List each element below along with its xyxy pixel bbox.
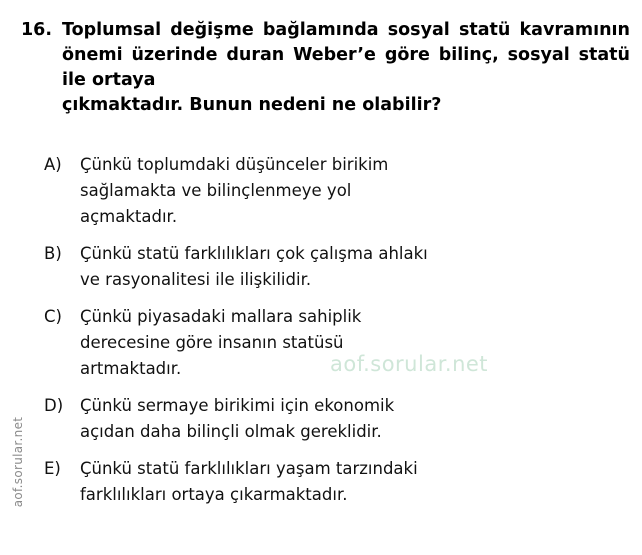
- option-d-label: D): [44, 396, 64, 415]
- option-d-text: [80, 393, 634, 445]
- option-c-text: [80, 304, 634, 382]
- question-line-2: kavramının önemi üzerinde duran Weber’e: [62, 20, 630, 65]
- option-e-label: E): [44, 459, 61, 478]
- option-a-label: A): [44, 155, 62, 174]
- option-b[interactable]: [44, 241, 634, 293]
- option-b-label: B): [44, 244, 62, 263]
- option-b-line-1: Çünkü statü farklılıkları çok çalışma ahlakı: [80, 244, 428, 263]
- option-a-line-2: sağlamakta ve bilinçlenmeye yol: [80, 181, 352, 200]
- side-watermark-text: aof.sorular.net: [11, 416, 25, 508]
- question-line-4: çıkmaktadır. Bunun nedeni ne olabilir?: [62, 95, 442, 115]
- options-list: [44, 152, 634, 519]
- option-c-line-1: Çünkü piyasadaki mallara sahiplik: [80, 307, 362, 326]
- question-line-3: göre bilinç, sosyal statü ile ortaya: [62, 45, 630, 90]
- option-d-line-1: Çünkü sermaye birikimi için ekonomik: [80, 396, 395, 415]
- option-a-text: [80, 152, 634, 230]
- question-text: [62, 18, 630, 118]
- question-block: [20, 18, 630, 118]
- option-c[interactable]: [44, 304, 634, 382]
- option-b-line-2: ve rasyonalitesi ile ilişkilidir.: [80, 270, 312, 289]
- center-watermark: aof.sorular.net: [330, 352, 489, 376]
- question-row: [20, 18, 630, 118]
- question-line-1: Toplumsal değişme bağlamında sosyal statü: [62, 20, 511, 40]
- option-c-line-2: derecesine göre insanın statüsü: [80, 333, 344, 352]
- option-d-line-2: açıdan daha bilinçli olmak gereklidir.: [80, 422, 382, 441]
- option-a-line-3: açmaktadır.: [80, 207, 178, 226]
- option-e[interactable]: [44, 456, 634, 508]
- option-d[interactable]: [44, 393, 634, 445]
- option-a[interactable]: [44, 152, 634, 230]
- option-b-text: [80, 241, 634, 293]
- option-e-line-1: Çünkü statü farklılıkları yaşam tarzındaki: [80, 459, 418, 478]
- option-e-line-2: farklılıkları ortaya çıkarmaktadır.: [80, 485, 348, 504]
- option-c-line-3: artmaktadır.: [80, 359, 182, 378]
- option-e-text: [80, 456, 634, 508]
- option-c-label: C): [44, 307, 62, 326]
- option-a-line-1: Çünkü toplumdaki düşünceler birikim: [80, 155, 389, 174]
- question-number: 16.: [20, 20, 52, 40]
